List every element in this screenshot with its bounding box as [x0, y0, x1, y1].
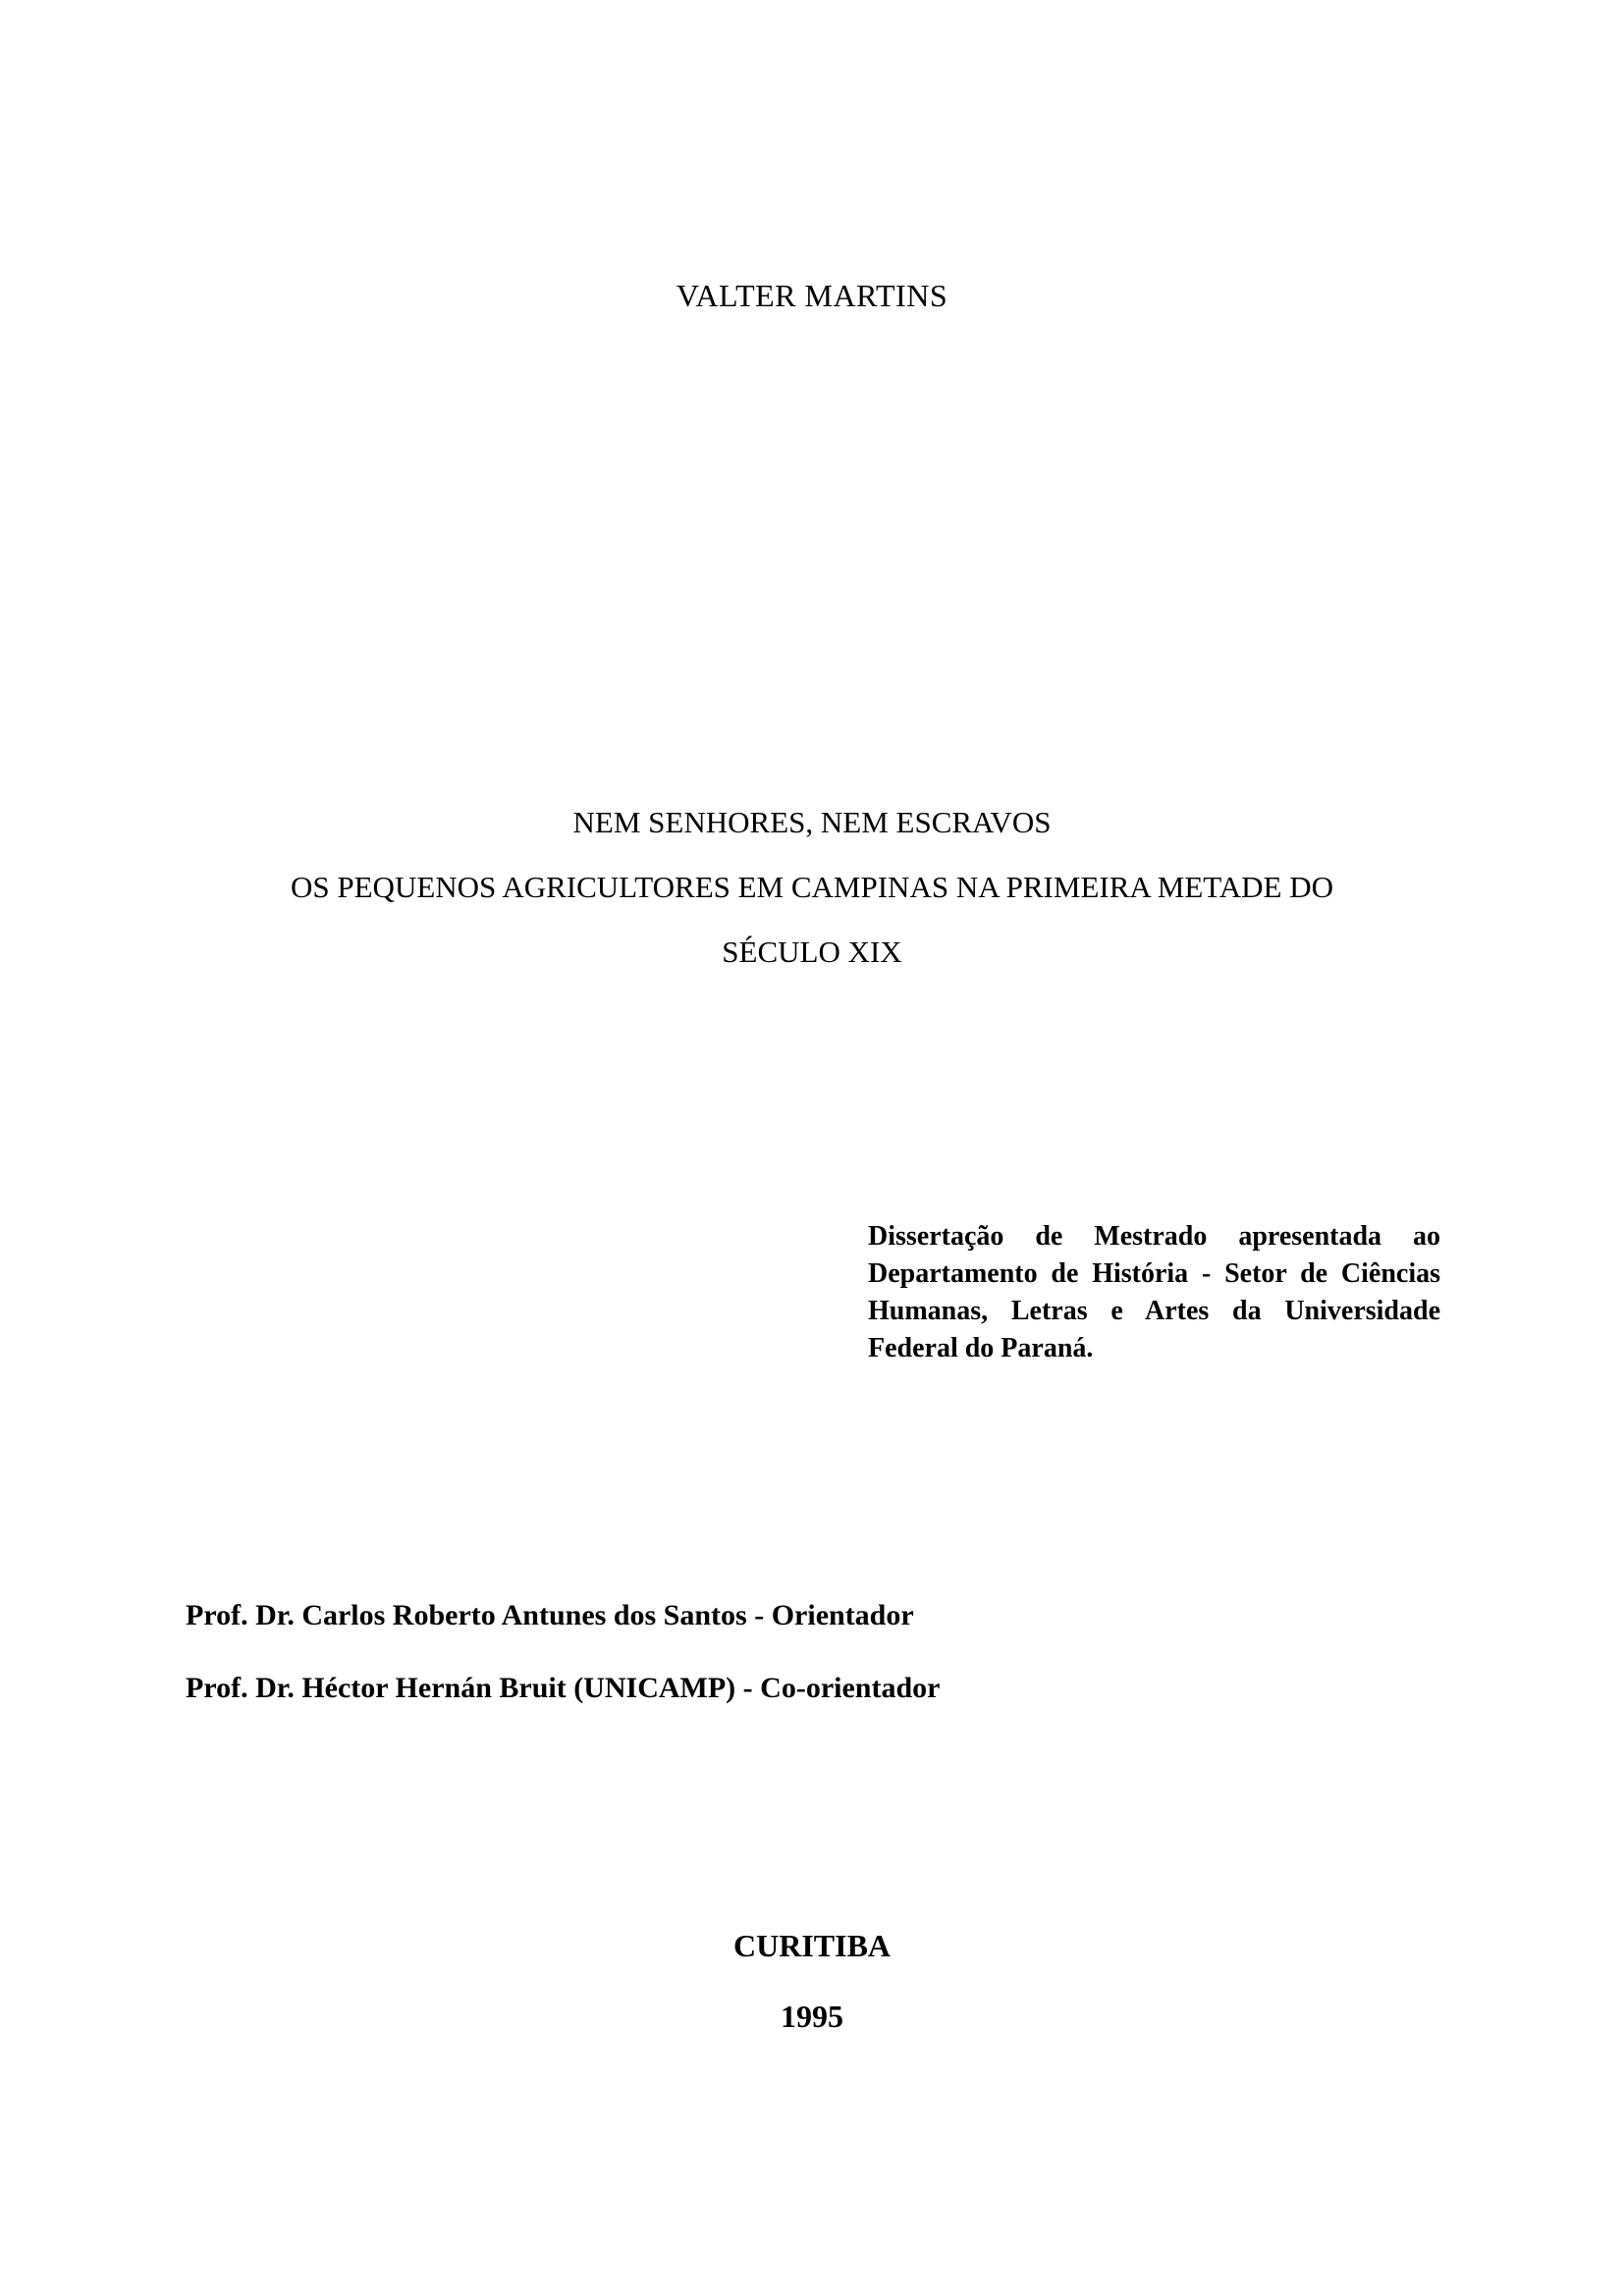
- title-line: SÉCULO XIX: [722, 934, 902, 969]
- city: CURITIBA: [732, 1928, 892, 1963]
- thesis-title: [0, 801, 1624, 995]
- advisor-line: Prof. Dr. Héctor Hernán Bruit (UNICAMP) - Co-orientador: [186, 1672, 941, 1704]
- author-name: VALTER MARTINS: [676, 278, 948, 313]
- title-line: NEM SENHORES, NEM ESCRAVOS: [572, 805, 1052, 839]
- advisor-line: Prof. Dr. Carlos Roberto Antunes dos Santos - Orientador: [186, 1599, 914, 1631]
- dissertation-note: Dissertação de Mestrado apresentada ao Departamento de História - Setor de Ciências Humanas, Letras e Artes da Universidade Federal do Paraná.: [868, 1221, 1440, 1363]
- year: 1995: [781, 1999, 843, 2034]
- advisors-list: [186, 1594, 940, 1739]
- title-line: OS PEQUENOS AGRICULTORES EM CAMPINAS NA PRIMEIRA METADE DO: [291, 870, 1333, 904]
